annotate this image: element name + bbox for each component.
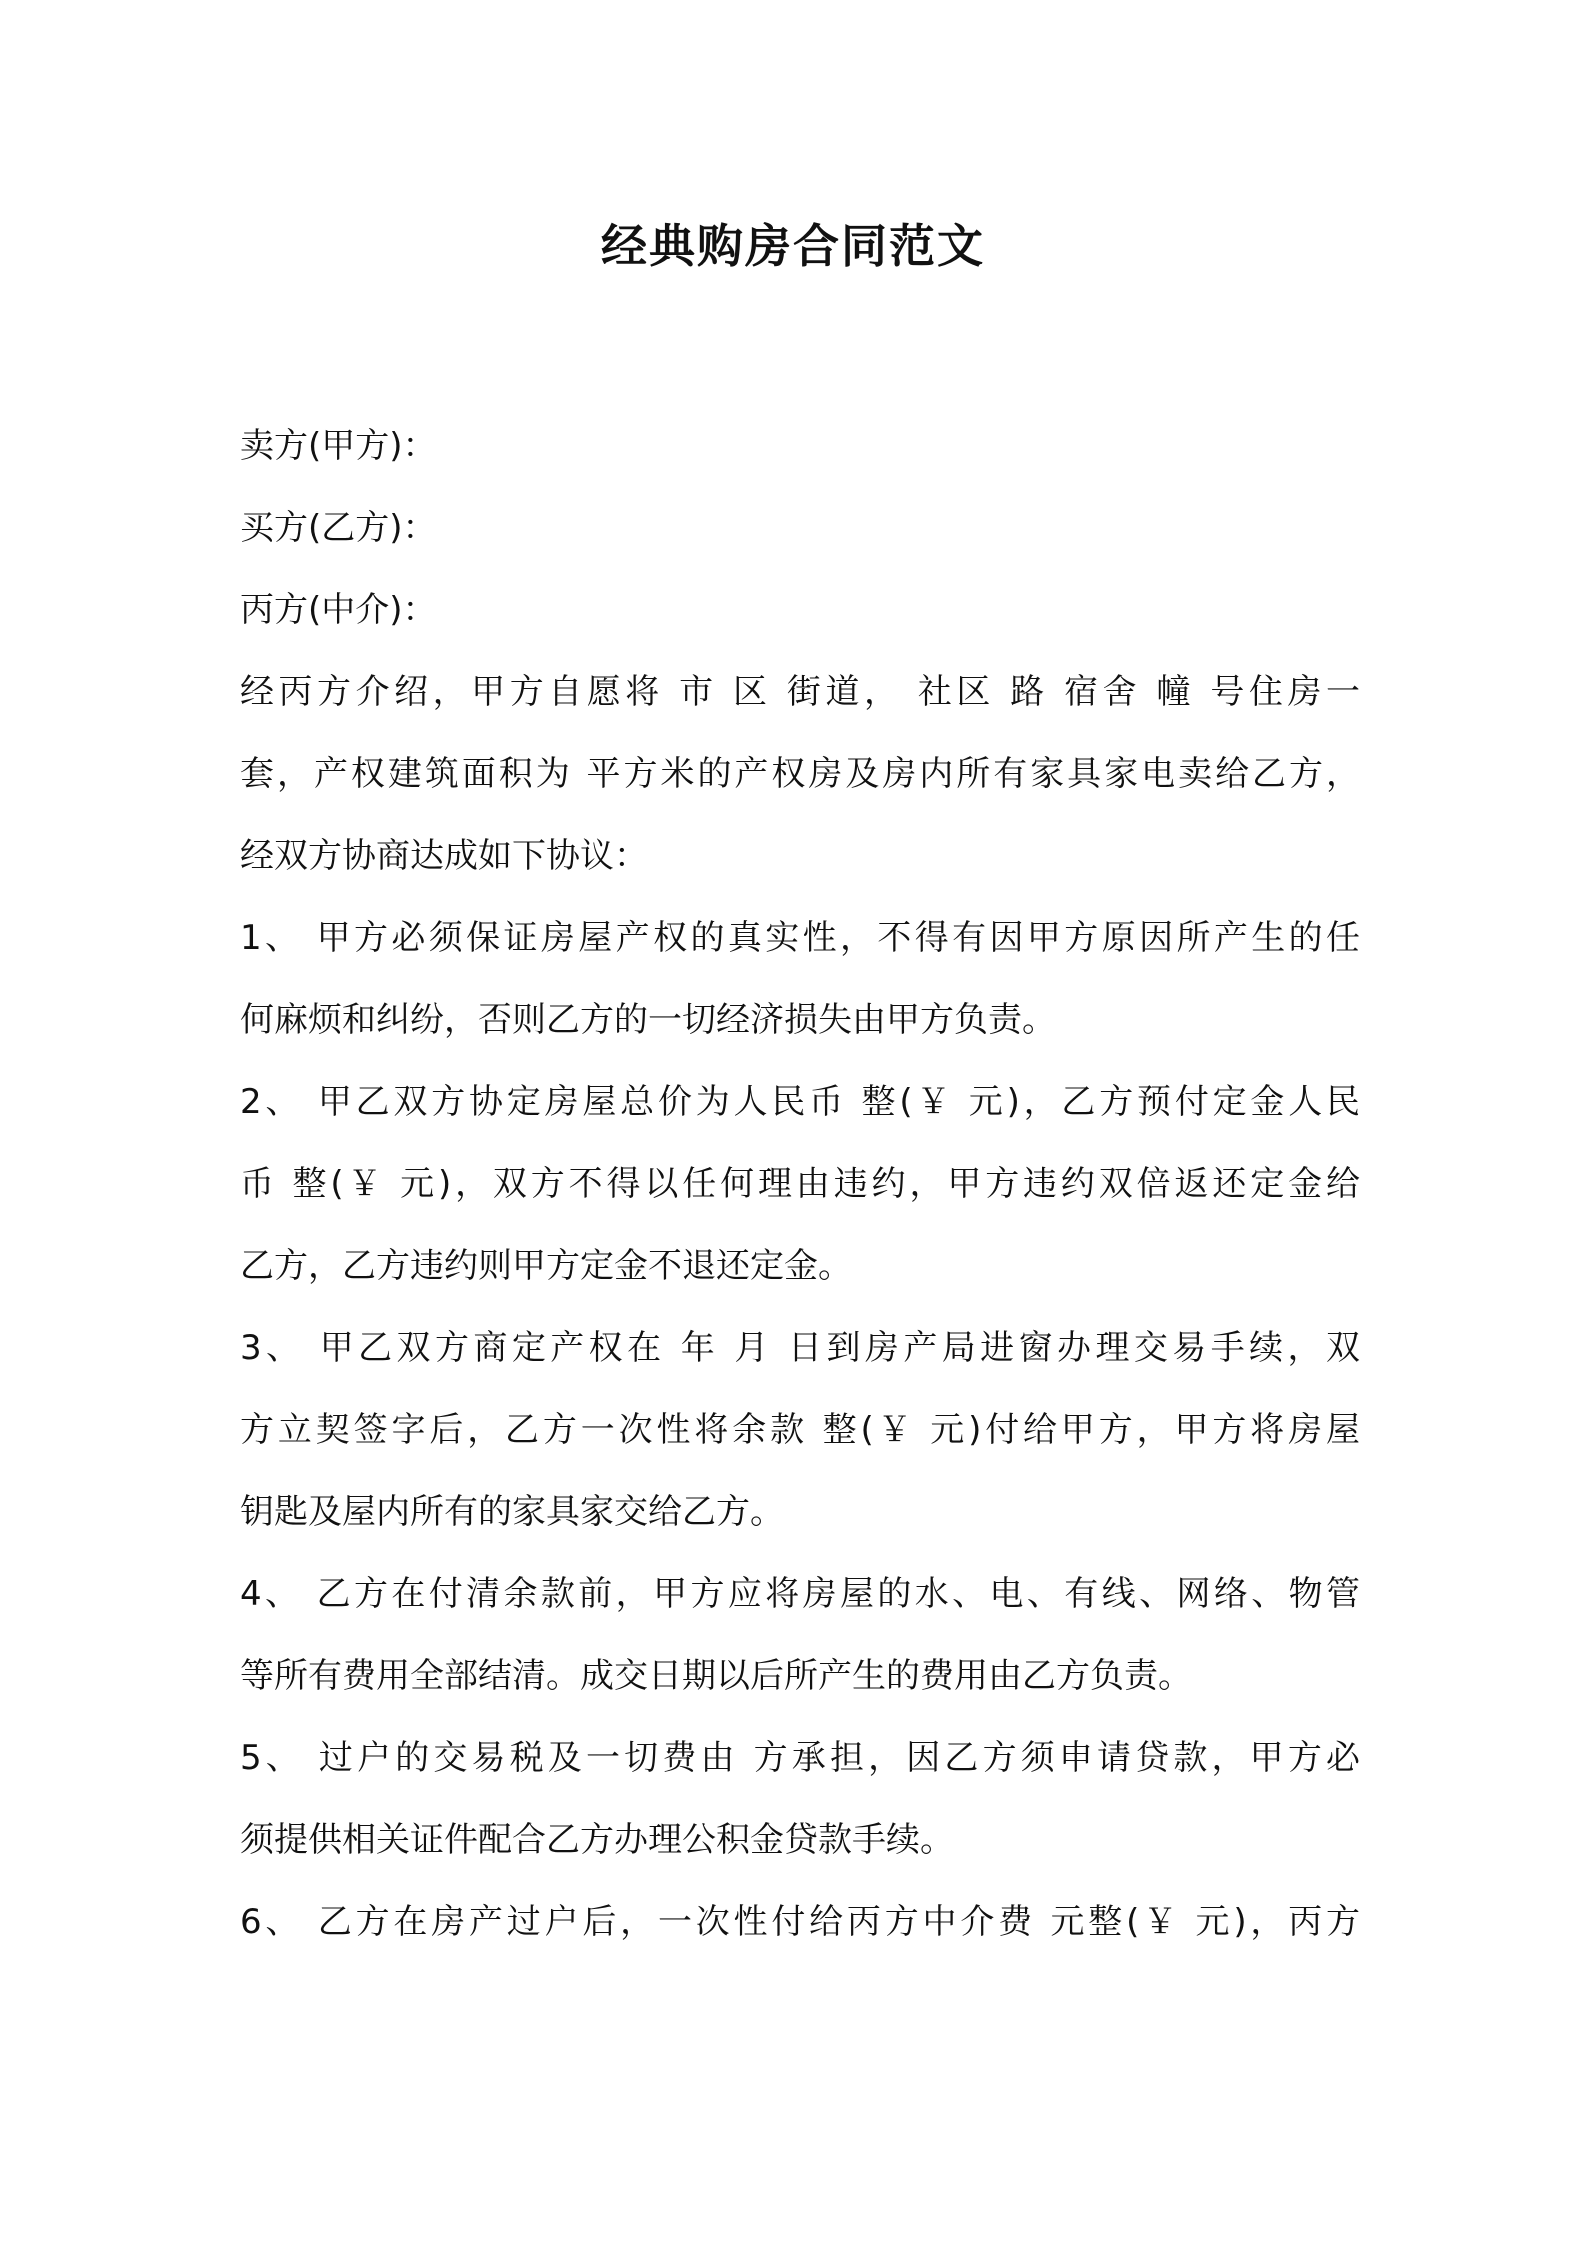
clause-line: 须提供相关证件配合乙方办理公积金贷款手续。 <box>240 1820 954 1860</box>
clause-line: 4、 乙方在付清余款前，甲方应将房屋的水、电、有线、网络、物管 <box>240 1574 1360 1614</box>
clause-line: 何麻烦和纠纷，否则乙方的一切经济损失由甲方负责。 <box>240 1000 1056 1040</box>
intro-line: 经双方协商达成如下协议： <box>240 836 648 876</box>
buyer-line: 买方(乙方)： <box>240 508 437 548</box>
clause-line: 6、 乙方在房产过户后，一次性付给丙方中介费 元整(￥ 元)，丙方 <box>240 1902 1360 1942</box>
clause-line: 5、 过户的交易税及一切费由 方承担，因乙方须申请贷款，甲方必 <box>240 1738 1360 1778</box>
clause-2 <box>240 1061 1360 1307</box>
agent-line: 丙方(中介)： <box>240 590 437 630</box>
clause-line: 钥匙及屋内所有的家具家交给乙方。 <box>240 1492 784 1532</box>
intro-line: 经丙方介绍，甲方自愿将 市 区 街道， 社区 路 宿舍 幢 号住房一 <box>240 672 1360 712</box>
clause-line: 3、 甲乙双方商定产权在 年 月 日到房产局进窗办理交易手续，双 <box>240 1328 1360 1368</box>
seller-line: 卖方(甲方)： <box>240 426 437 466</box>
clause-line: 乙方，乙方违约则甲方定金不退还定金。 <box>240 1246 852 1286</box>
clause-6 <box>240 1881 1360 1963</box>
clause-line: 1、 甲方必须保证房屋产权的真实性，不得有因甲方原因所产生的任 <box>240 918 1360 958</box>
document-title: 经典购房合同范文 <box>601 219 985 273</box>
intro-paragraph <box>240 651 1360 897</box>
clause-3 <box>240 1307 1360 1553</box>
clause-line: 等所有费用全部结清。成交日期以后所产生的费用由乙方负责。 <box>240 1656 1192 1696</box>
document-body <box>240 405 1360 1963</box>
clause-5 <box>240 1717 1360 1881</box>
clause-4 <box>240 1553 1360 1717</box>
clause-line: 2、 甲乙双方协定房屋总价为人民币 整(￥ 元)，乙方预付定金人民 <box>240 1082 1360 1122</box>
intro-line: 套，产权建筑面积为 平方米的产权房及房内所有家具家电卖给乙方， <box>240 754 1360 794</box>
clause-line: 方立契签字后，乙方一次性将余款 整(￥ 元)付给甲方，甲方将房屋 <box>240 1410 1360 1450</box>
clause-1 <box>240 897 1360 1061</box>
clause-line: 币 整(￥ 元)，双方不得以任何理由违约，甲方违约双倍返还定金给 <box>240 1164 1360 1204</box>
